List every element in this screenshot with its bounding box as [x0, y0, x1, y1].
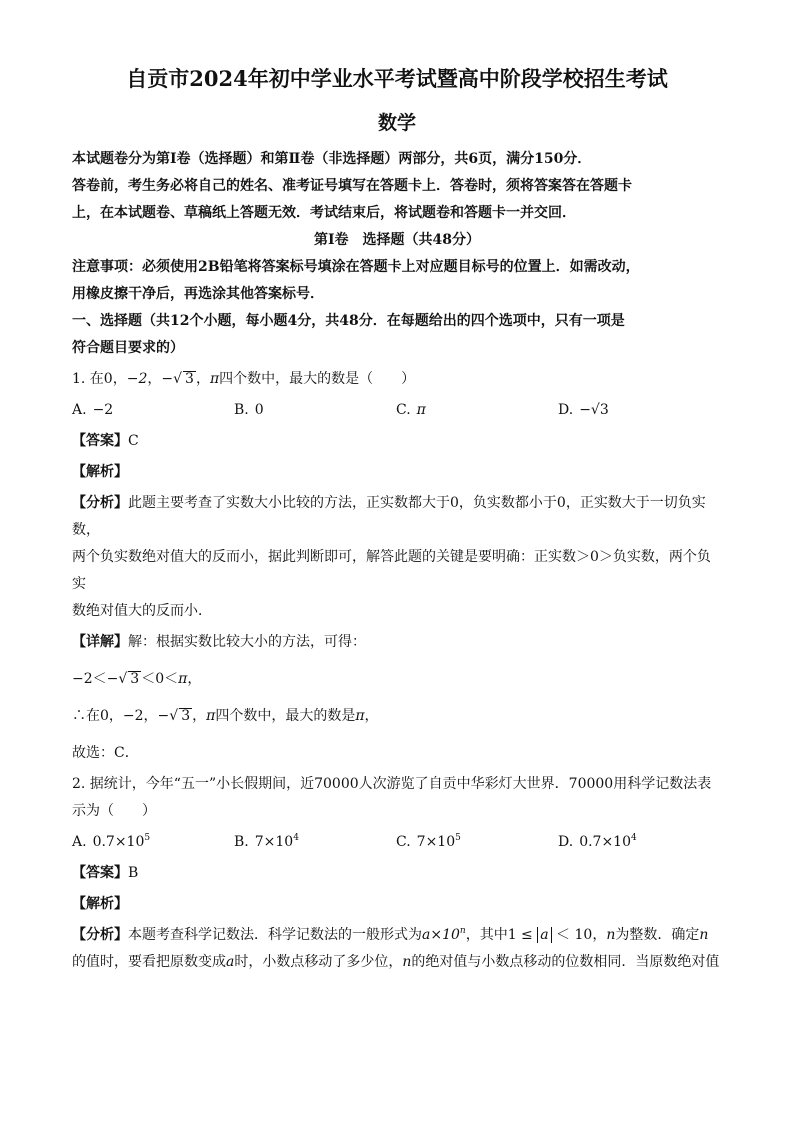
notice-line: 注意事项：必须使用2B铅笔将答案标号填涂在答题卡上对应题目标号的位置上．如需改动， [72, 259, 640, 275]
answer-line: 【答案】B [72, 865, 139, 881]
analysis-tag: 【解析】 [72, 896, 128, 912]
part-heading: 符合题目要求的） [72, 340, 184, 356]
answer-line: 【答案】C [72, 433, 139, 449]
subject-title: 数学 [377, 112, 416, 134]
option-b: B. $7\times 10^4$ [234, 833, 299, 850]
intro-line: 上，在本试题卷、草稿纸上答题无效．考试结束后，将试题卷和答题卡一并交回． [72, 205, 576, 221]
question-2-stem: 2. 据统计，今年“五一”小长假期间，近70000人次游览了自贡中华彩灯大世界．70000用科学记数法表 [72, 776, 712, 792]
detail-text: 【详解】解：根据实数比较大小的方法，可得： [72, 634, 366, 650]
option-d: D. −√3 [558, 402, 609, 418]
part-heading: 一、选择题（共12个小题，每小题4分，共48分．在每题给出的四个选项中，只有一项是 [72, 313, 625, 329]
question-1-stem: 1. 在0，−2，−√ 3 ，π四个数中，最大的数是（ ） [72, 371, 416, 387]
analysis-text: 两个负实数绝对值大的反而小，据此判断即可，解答此题的关键是要明确：正实数＞0＞负实数，两个负实 [72, 549, 711, 592]
analysis-text: 【分析】此题主要考查了实数大小比较的方法，正实数都大于0，负实数都小于0，正实数大于一切负实数， [72, 495, 706, 538]
choose-line: 故选：C． [72, 745, 139, 761]
question-1-options [72, 397, 722, 424]
analysis-text: 数绝对值大的反而小． [72, 603, 212, 619]
conclusion-line: ∴在0，−2，−√ 3 ，π四个数中，最大的数是π， [72, 708, 379, 724]
option-a: A. $0.7\times 10^5$ [72, 833, 151, 850]
option-c: C. π [396, 402, 426, 418]
option-a: A. −2 [72, 402, 114, 418]
question-2-stem: 示为（ ） [72, 803, 156, 819]
option-d: D. $0.7\times 10^4$ [558, 833, 637, 850]
option-c: C. $7\times 10^5$ [396, 833, 461, 850]
question-2-options [72, 829, 722, 856]
exam-title: 自贡市2024年初中学业水平考试暨高中阶段学校招生考试 [126, 66, 668, 91]
analysis-text: 【分析】本题考查科学记数法．科学记数法的一般形式为$a\times 10^n$，其中1 ≤ a ＜ 10，n为整数．确定n [72, 926, 709, 943]
section-heading: 第Ⅰ卷 选择题（共48分） [313, 232, 481, 248]
analysis-text: 的值时，要看把原数变成a时，小数点移动了多少位，n的绝对值与小数点移动的位数相同．当原数绝对值 [72, 954, 720, 970]
option-b: B. 0 [234, 402, 264, 418]
intro-line: 答卷前，考生务必将自己的姓名、准考证号填写在答题卡上．答卷时，须将答案答在答题卡 [72, 178, 632, 194]
intro-line: 本试题卷分为第Ⅰ卷（选择题）和第Ⅱ卷（非选择题）两部分，共6页，满分150分． [72, 151, 592, 167]
inequality-line: −2＜−√ 3 ＜0＜π， [72, 671, 202, 687]
analysis-tag: 【解析】 [72, 464, 128, 480]
notice-line: 用橡皮擦干净后，再选涂其他答案标号． [72, 286, 324, 302]
